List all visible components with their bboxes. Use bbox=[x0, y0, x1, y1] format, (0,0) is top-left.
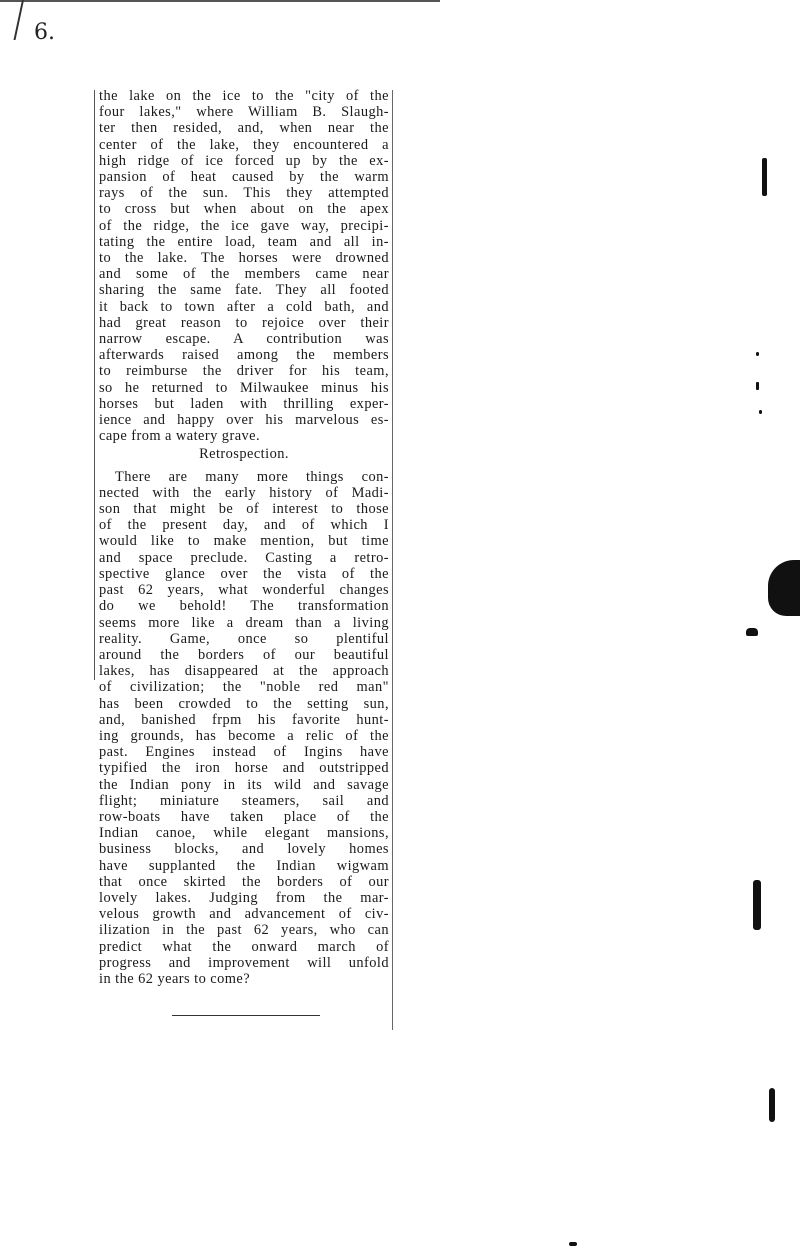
page-number: 6. bbox=[34, 20, 55, 45]
text-line: cape from a watery grave. bbox=[99, 428, 261, 445]
text-line: of civilization; the "noble red man" bbox=[99, 679, 389, 696]
article-column bbox=[99, 88, 389, 987]
text-line: and, banished frpm his favorite hunt- bbox=[99, 711, 389, 728]
text-line: reality. Game, once so plentiful bbox=[99, 630, 389, 647]
scan-mark bbox=[762, 158, 767, 196]
page-top-edge bbox=[0, 0, 440, 2]
text-line: it back to town after a cold bath, and bbox=[99, 298, 389, 315]
paragraph-1 bbox=[99, 88, 389, 444]
text-line: ience and happy over his marvelous es- bbox=[99, 412, 389, 429]
text-line: do we behold! The transformation bbox=[99, 598, 389, 615]
text-line: spective glance over the vista of the bbox=[99, 565, 389, 582]
text-line: to reimburse the driver for his team, bbox=[99, 363, 389, 380]
text-line: nected with the early history of Madi- bbox=[99, 484, 389, 501]
text-line: typified the iron horse and outstripped bbox=[99, 760, 389, 777]
text-line: predict what the onward march of bbox=[99, 938, 389, 955]
text-line: in the 62 years to come? bbox=[99, 970, 251, 987]
scan-mark bbox=[769, 1088, 775, 1122]
corner-mark bbox=[0, 0, 24, 40]
text-line: of the present day, and of which I bbox=[99, 517, 389, 534]
text-line: have supplanted the Indian wigwam bbox=[99, 857, 389, 874]
scan-mark bbox=[756, 382, 759, 390]
text-line: and space preclude. Casting a retro- bbox=[99, 549, 389, 566]
text-line: pansion of heat caused by the warm bbox=[99, 169, 389, 186]
text-line: lovely lakes. Judging from the mar- bbox=[99, 889, 389, 906]
text-line: of the ridge, the ice gave way, precipi- bbox=[99, 217, 389, 234]
text-line: sharing the same fate. They all footed bbox=[99, 282, 389, 299]
text-line: center of the lake, they encountered a bbox=[99, 136, 389, 153]
text-line: row-boats have taken place of the bbox=[99, 808, 389, 825]
text-line: Indian canoe, while elegant mansions, bbox=[99, 825, 389, 842]
text-line: son that might be of interest to those bbox=[99, 501, 389, 518]
text-line: to cross but when about on the apex bbox=[99, 201, 389, 218]
text-line: the Indian pony in its wild and savage bbox=[99, 776, 389, 793]
text-line: high ridge of ice forced up by the ex- bbox=[99, 152, 389, 169]
scan-mark bbox=[756, 352, 759, 356]
column-rule-right bbox=[392, 90, 393, 1030]
column-rule-left bbox=[94, 90, 95, 680]
text-line: narrow escape. A contribution was bbox=[99, 331, 389, 348]
text-line: and some of the members came near bbox=[99, 266, 389, 283]
text-line: four lakes," where William B. Slaugh- bbox=[99, 104, 389, 121]
paragraph-2 bbox=[99, 469, 389, 988]
scan-mark bbox=[569, 1242, 577, 1246]
text-line: There are many more things con- bbox=[115, 468, 389, 485]
text-line: ter then resided, and, when near the bbox=[99, 120, 389, 137]
scan-mark bbox=[768, 560, 800, 616]
text-line: velous growth and advancement of civ- bbox=[99, 906, 389, 923]
text-line: would like to make mention, but time bbox=[99, 533, 389, 550]
section-heading: Retrospection. bbox=[199, 446, 289, 463]
text-line: progress and improvement will unfold bbox=[99, 954, 389, 971]
text-line: horses but laden with thrilling exper- bbox=[99, 395, 389, 412]
text-line: so he returned to Milwaukee minus his bbox=[99, 379, 389, 396]
text-line: business blocks, and lovely homes bbox=[99, 841, 389, 858]
text-line: the lake on the ice to the "city of the bbox=[99, 88, 389, 104]
text-line: afterwards raised among the members bbox=[99, 347, 389, 364]
scan-mark bbox=[746, 628, 758, 636]
text-line: seems more like a dream than a living bbox=[99, 614, 389, 631]
scan-mark bbox=[759, 410, 762, 414]
text-line: ing grounds, has become a relic of the bbox=[99, 727, 389, 744]
text-line: flight; miniature steamers, sail and bbox=[99, 792, 389, 809]
text-line: tating the entire load, team and all in- bbox=[99, 233, 389, 250]
text-line: had great reason to rejoice over their bbox=[99, 314, 389, 331]
text-line: lakes, has disappeared at the approach bbox=[99, 663, 389, 680]
text-line: ilization in the past 62 years, who can bbox=[99, 922, 389, 939]
text-line: around the borders of our beautiful bbox=[99, 646, 389, 663]
text-line: past 62 years, what wonderful changes bbox=[99, 582, 389, 599]
text-line: to the lake. The horses were drowned bbox=[99, 250, 389, 267]
scan-mark bbox=[753, 880, 761, 930]
text-line: rays of the sun. This they attempted bbox=[99, 185, 389, 202]
end-of-article-rule bbox=[172, 1015, 320, 1016]
text-line: that once skirted the borders of our bbox=[99, 873, 389, 890]
text-line: past. Engines instead of Ingins have bbox=[99, 744, 389, 761]
text-line: has been crowded to the setting sun, bbox=[99, 695, 389, 712]
